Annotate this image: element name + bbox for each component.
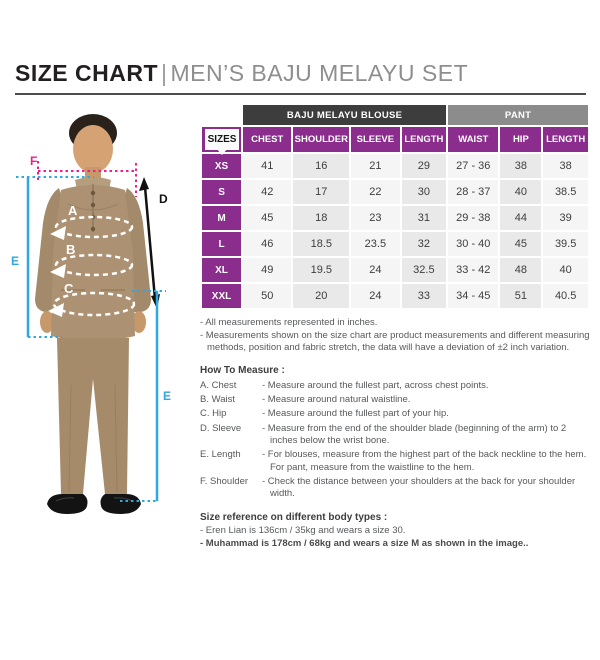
measurement-cell: 28 - 37 bbox=[448, 180, 498, 204]
chart-column bbox=[200, 103, 592, 551]
measurement-cell: 48 bbox=[500, 258, 541, 282]
measurement-cell: 33 - 42 bbox=[448, 258, 498, 282]
measurement-cell: 49 bbox=[243, 258, 291, 282]
measurement-cell: 19.5 bbox=[293, 258, 349, 282]
measurement-cell: 18.5 bbox=[293, 232, 349, 256]
measurement-cell: 30 - 40 bbox=[448, 232, 498, 256]
measurement-cell: 38 bbox=[500, 154, 541, 178]
table-row bbox=[202, 154, 588, 178]
col-header-sleeve: SLEEVE bbox=[351, 127, 399, 152]
measurement-cell: 32 bbox=[402, 232, 447, 256]
column-header-row bbox=[202, 127, 588, 152]
measurement-cell: 38.5 bbox=[543, 180, 588, 204]
measurement-cell: 38 bbox=[543, 154, 588, 178]
col-header-hip: HIP bbox=[500, 127, 541, 152]
sizes-header-cell bbox=[202, 127, 241, 152]
measure-description: - Measure around the fullest part of your hip. bbox=[262, 408, 449, 420]
sizes-header-label: SIZES bbox=[205, 129, 239, 150]
measure-term: F. Shoulder bbox=[200, 476, 249, 487]
size-reference-list bbox=[200, 525, 590, 551]
size-reference-section bbox=[200, 511, 590, 551]
size-reference-heading: Size reference on different body types : bbox=[200, 511, 388, 523]
table-row bbox=[202, 232, 588, 256]
measurement-cell: 33 bbox=[402, 284, 447, 308]
measurement-cell: 34 - 45 bbox=[448, 284, 498, 308]
measurement-cell: 46 bbox=[243, 232, 291, 256]
measurement-cell: 32.5 bbox=[402, 258, 447, 282]
measurement-cell: 45 bbox=[243, 206, 291, 230]
label-d: D bbox=[159, 192, 168, 206]
main-content bbox=[8, 103, 592, 551]
size-label: XXL bbox=[202, 284, 241, 308]
measurement-cell: 23 bbox=[351, 206, 399, 230]
measure-term: E. Length bbox=[200, 449, 241, 461]
measure-description: - Measure around natural waistline. bbox=[262, 393, 411, 405]
measurement-cell: 30 bbox=[402, 180, 447, 204]
measurement-cell: 42 bbox=[243, 180, 291, 204]
table-row bbox=[202, 284, 588, 308]
size-chart-page bbox=[0, 60, 600, 660]
note-item: - All measurements represented in inches. bbox=[200, 317, 378, 328]
measure-item bbox=[200, 449, 590, 474]
measure-item bbox=[200, 394, 590, 406]
measurement-cell: 29 bbox=[402, 154, 447, 178]
title-main: SIZE CHART bbox=[15, 60, 158, 86]
note-item: - Measurements shown on the size chart are product measurements and different measuring methods, position and fabric stretch, the data will have a deviation of ±2 inch variation. bbox=[200, 329, 590, 354]
measurement-cell: 21 bbox=[351, 154, 399, 178]
measurement-cell: 40 bbox=[543, 258, 588, 282]
col-header-waist: WAIST bbox=[448, 127, 498, 152]
how-to-measure-list bbox=[200, 380, 590, 501]
col-header-length-pant: LENGTH bbox=[543, 127, 588, 152]
table-row bbox=[202, 206, 588, 230]
measurement-cell: 39 bbox=[543, 206, 588, 230]
title-separator: | bbox=[161, 60, 168, 86]
label-a: A bbox=[68, 203, 78, 218]
measure-term: A. Chest bbox=[200, 379, 237, 391]
label-e-pant: E bbox=[163, 389, 172, 403]
measurement-cell: 39.5 bbox=[543, 232, 588, 256]
label-b: B bbox=[66, 242, 76, 257]
measurement-cell: 17 bbox=[293, 180, 349, 204]
measure-description: - Measure from the end of the shoulder blade (beginning of the arm) to 2 inches below the wrist bone. bbox=[262, 422, 567, 446]
measurement-cell: 22 bbox=[351, 180, 399, 204]
measurement-cell: 20 bbox=[293, 284, 349, 308]
measure-item bbox=[200, 408, 590, 420]
measure-description: - Check the distance between your shoulders at the back for your shoulder width. bbox=[262, 476, 576, 500]
col-header-length: LENGTH bbox=[402, 127, 447, 152]
measurement-cell: 44 bbox=[500, 206, 541, 230]
measure-description: - Measure around the fullest part, across chest points. bbox=[262, 379, 489, 391]
group-header-row bbox=[202, 105, 588, 125]
measurement-cell: 31 bbox=[402, 206, 447, 230]
measure-term: B. Waist bbox=[200, 393, 236, 405]
size-label: XL bbox=[202, 258, 241, 282]
measurement-cell: 29 - 38 bbox=[448, 206, 498, 230]
measure-item bbox=[200, 423, 590, 448]
size-reference-item: - Eren Lian is 136cm / 35kg and wears a size 30. bbox=[200, 525, 406, 537]
size-reference-item: - Muhammad is 178cm / 68kg and wears a size M as shown in the image.. bbox=[200, 538, 529, 549]
measurement-cell: 45 bbox=[500, 232, 541, 256]
size-table bbox=[200, 103, 590, 310]
measure-item bbox=[200, 476, 590, 501]
measure-description: - For blouses, measure from the highest part of the back neckline to the hem. For pant, measure from the waistline to the hem. bbox=[262, 449, 587, 473]
group-header-pant: PANT bbox=[448, 105, 588, 125]
measurement-cell: 24 bbox=[351, 258, 399, 282]
size-label: L bbox=[202, 232, 241, 256]
measurement-cell: 27 - 36 bbox=[448, 154, 498, 178]
corner-blank-cell bbox=[202, 105, 241, 125]
page-header bbox=[15, 60, 586, 95]
table-row bbox=[202, 180, 588, 204]
label-e-blouse: E bbox=[11, 254, 20, 268]
col-header-chest: CHEST bbox=[243, 127, 291, 152]
man-silhouette bbox=[35, 114, 151, 514]
label-c: C bbox=[64, 281, 74, 296]
measurement-cell: 24 bbox=[351, 284, 399, 308]
measure-item bbox=[200, 380, 590, 392]
measurement-cell: 23.5 bbox=[351, 232, 399, 256]
model-figure bbox=[8, 103, 200, 551]
measurement-cell: 41 bbox=[243, 154, 291, 178]
size-label: XS bbox=[202, 154, 241, 178]
size-label: M bbox=[202, 206, 241, 230]
measurement-cell: 50 bbox=[243, 284, 291, 308]
measurement-cell: 18 bbox=[293, 206, 349, 230]
size-table-body bbox=[202, 154, 588, 308]
label-f: F bbox=[30, 154, 38, 168]
model-illustration bbox=[8, 103, 200, 535]
page-title bbox=[15, 60, 586, 87]
how-to-measure-heading: How To Measure : bbox=[200, 364, 285, 376]
measurement-cell: 40 bbox=[500, 180, 541, 204]
notes-section bbox=[200, 317, 590, 355]
title-subtitle: MEN’S BAJU MELAYU SET bbox=[170, 60, 469, 86]
measurement-cell: 16 bbox=[293, 154, 349, 178]
size-label: S bbox=[202, 180, 241, 204]
measurement-cell: 51 bbox=[500, 284, 541, 308]
measure-term: C. Hip bbox=[200, 408, 227, 420]
col-header-shoulder: SHOULDER bbox=[293, 127, 349, 152]
group-header-blouse: BAJU MELAYU BLOUSE bbox=[243, 105, 446, 125]
measurement-cell: 40.5 bbox=[543, 284, 588, 308]
measure-term: D. Sleeve bbox=[200, 422, 242, 434]
table-row bbox=[202, 258, 588, 282]
